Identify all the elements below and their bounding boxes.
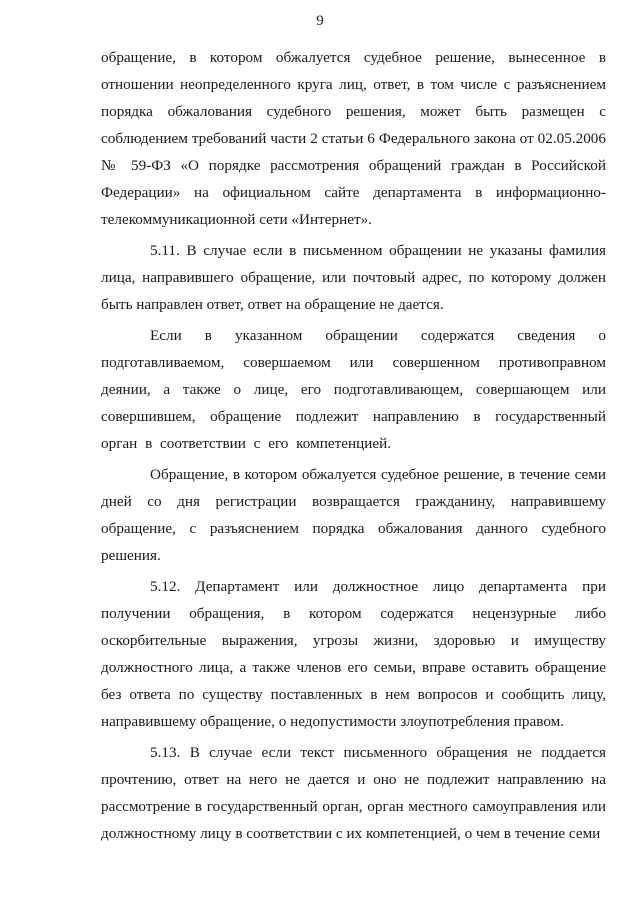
paragraph-5-11: 5.11. В случае если в письменном обращении не указаны фамилия лица, направившего обращение, или почтовый адрес, по которому должен быть направлен ответ, ответ на обращение не дается. [101, 242, 606, 313]
paragraph-unlawful-act: Если в указанном обращении содержатся сведения о подготавливаемом, совершаемом или совершенном противоправном деянии, а также о лице, его подготавливающем, совершающем или совершившем, обращение подлежит направлению в государственный орган в соответствии с его компетенцией. [101, 327, 606, 452]
document-body [101, 44, 606, 847]
paragraph-court-decision: Обращение, в котором обжалуется судебное решение, в течение семи дней со дня регистрации возвращается гражданину, направившему обращение, с разъяснением порядка обжалования данного судебного решения. [101, 466, 606, 564]
paragraph-continuation: обращение, в котором обжалуется судебное решение, вынесенное в отношении неопределенного круга лиц, ответ, в том числе с разъяснением порядка обжалования судебного решения, может быть размещен с соблюдением требований части 2 статьи 6 Федерального закона от 02.05.2006 № 59-ФЗ «О порядке рассмотрения обращений граждан в Российской Федерации» на официальном сайте департамента в информационно-телекоммуникационной сети «Интернет». [101, 49, 606, 228]
paragraph-5-12: 5.12. Департамент или должностное лицо департамента при получении обращения, в котором содержатся нецензурные либо оскорбительные выражения, угрозы жизни, здоровью и имуществу должностного лица, а также членов его семьи, вправе оставить обращение без ответа по существу поставленных в нем вопросов и сообщить лицу, направившему обращение, о недопустимости злоупотребления правом. [101, 578, 606, 730]
page-number: 9 [316, 13, 324, 29]
paragraph-5-13: 5.13. В случае если текст письменного обращения не поддается прочтению, ответ на него не дается и оно не подлежит направлению на рассмотрение в государственный орган, орган местного самоуправления или должностному лицу в соответствии с их компетенцией, о чем в течение семи [101, 744, 606, 842]
